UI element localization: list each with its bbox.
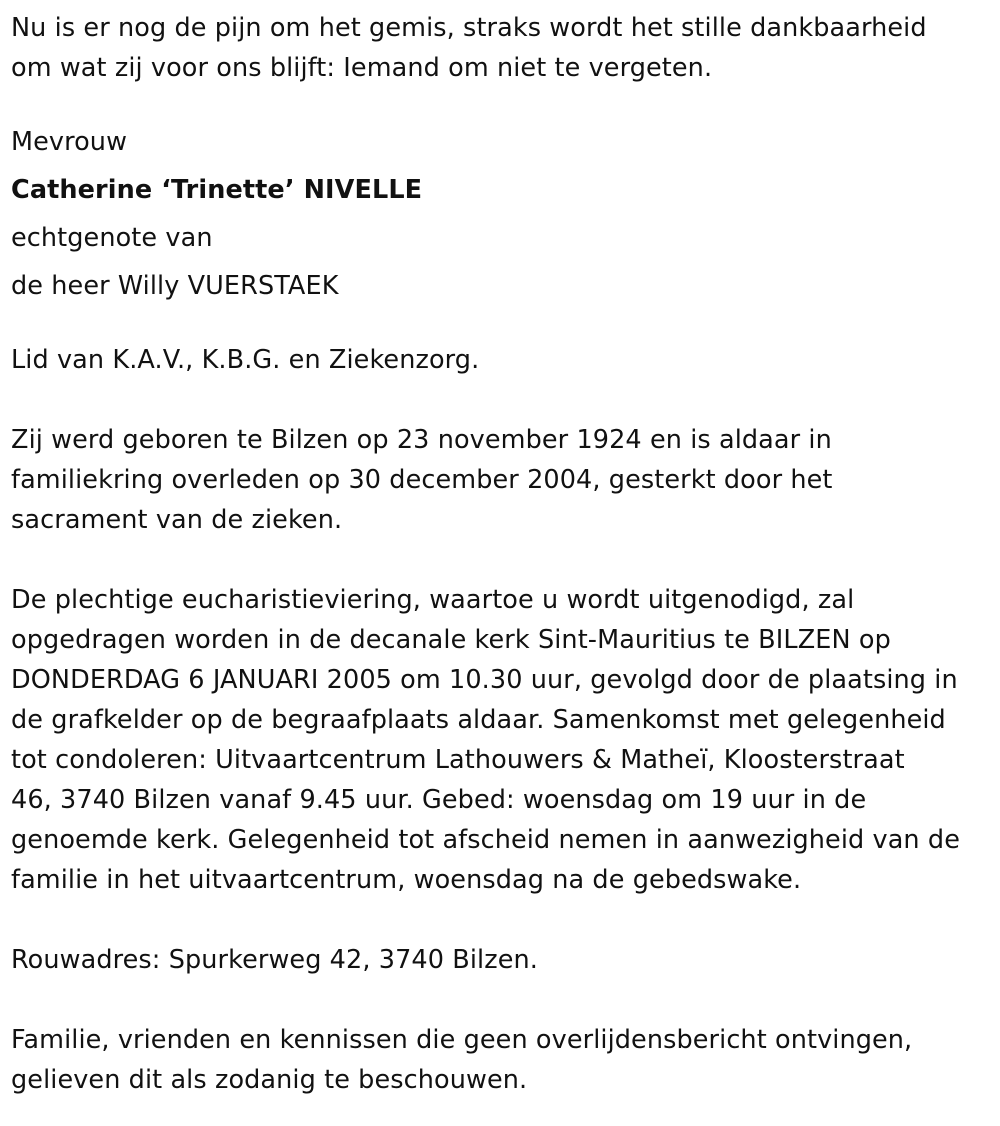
spacer	[11, 88, 991, 118]
spacer	[11, 310, 991, 340]
text-line: DONDERDAG 6 JANUARI 2005 om 10.30 uur, gevolgd door de plaatsing in	[11, 665, 958, 695]
text-line: Familie, vrienden en kennissen die geen overlijdensbericht ontvingen,	[11, 1025, 913, 1055]
text-line: Zij werd geboren te Bilzen op 23 november 1924 en is aldaar in	[11, 425, 832, 455]
ceremony-paragraph	[11, 580, 991, 900]
relation: echtgenote van	[11, 223, 213, 253]
person-block	[11, 118, 991, 310]
text-line: gelieven dit als zodanig te beschouwen.	[11, 1065, 528, 1095]
text-line: de grafkelder op de begraafplaats aldaar. Samenkomst met gelegenheid	[11, 705, 946, 735]
salutation: Mevrouw	[11, 127, 128, 157]
obituary-notice	[11, 8, 991, 1100]
text-line: 46, 3740 Bilzen vanaf 9.45 uur. Gebed: woensdag om 19 uur in de	[11, 785, 867, 815]
text-line: Rouwadres: Spurkerweg 42, 3740 Bilzen.	[11, 945, 538, 975]
spouse-name: de heer Willy VUERSTAEK	[11, 271, 339, 301]
mourning-address-paragraph	[11, 940, 991, 980]
spacer	[11, 380, 991, 420]
text-line: genoemde kerk. Gelegenheid tot afscheid nemen in aanwezigheid van de	[11, 825, 960, 855]
birth-death-paragraph	[11, 420, 991, 540]
spacer	[11, 540, 991, 580]
motto-paragraph	[11, 8, 991, 88]
text-line: Lid van K.A.V., K.B.G. en Ziekenzorg.	[11, 345, 480, 375]
text-line: om wat zij voor ons blijft: Iemand om niet te vergeten.	[11, 53, 713, 83]
text-line: Nu is er nog de pijn om het gemis, straks wordt het stille dankbaarheid	[11, 13, 927, 43]
text-line: sacrament van de zieken.	[11, 505, 343, 535]
text-line: opgedragen worden in de decanale kerk Sint-Mauritius te BILZEN op	[11, 625, 891, 655]
deceased-name: Catherine ‘Trinette’ NIVELLE	[11, 175, 423, 205]
text-line: familie in het uitvaartcentrum, woensdag na de gebedswake.	[11, 865, 802, 895]
membership-paragraph	[11, 340, 991, 380]
spacer	[11, 980, 991, 1020]
text-line: tot condoleren: Uitvaartcentrum Lathouwers & Matheï, Kloosterstraat	[11, 745, 905, 775]
text-line: De plechtige eucharistieviering, waartoe u wordt uitgenodigd, zal	[11, 585, 855, 615]
spacer	[11, 900, 991, 940]
text-line: familiekring overleden op 30 december 2004, gesterkt door het	[11, 465, 833, 495]
closing-paragraph	[11, 1020, 991, 1100]
